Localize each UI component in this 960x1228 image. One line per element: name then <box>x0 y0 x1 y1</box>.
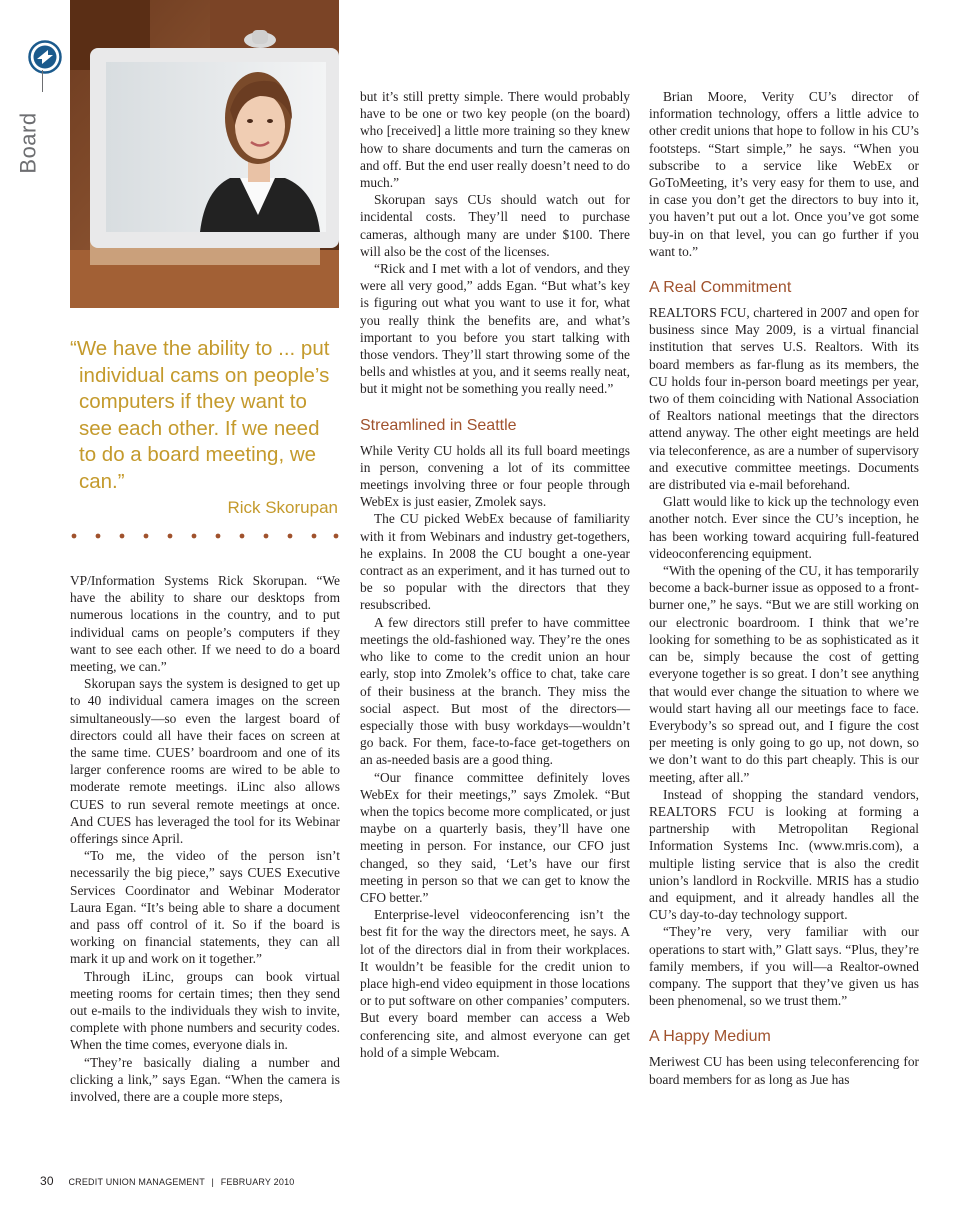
section-heading: A Real Commitment <box>649 279 792 297</box>
paragraph: Skorupan says CUs should watch out for incidental costs. They’ll need to purchase cameras, although many are under $100. There will also be the cost of the licenses. <box>360 192 630 259</box>
pullquote-attribution: Rick Skorupan <box>227 498 338 517</box>
dotted-divider <box>70 530 340 542</box>
page-number: 30 <box>40 1174 54 1188</box>
footer-separator: | <box>211 1177 214 1187</box>
paragraph: Brian Moore, Verity CU’s director of information technology, offers a little advice to other credit unions that hope to follow in his CU’s footsteps. “Start simple,” he says. “When you subscribe to a service like WebEx or GoToMeeting, it’s very easy for them to use, and in case you don’t get the directors to buy into it, you haven’t put out a lot. Once you’ve got some buy-in on that level, you can go further if you want to.” <box>649 89 919 259</box>
section-heading: Streamlined in Seattle <box>360 416 517 434</box>
paragraph: Through iLinc, groups can book virtual meeting rooms for certain times; then they send out e-mails to the individuals they wish to invite, complete with phone numbers and security codes. When the time comes, everyone dials in. <box>70 968 340 1053</box>
paragraph: Glatt would like to kick up the technology even another notch. Ever since the CU’s inception, he has been working toward acquiring full-featured videoconferencing equipment. <box>649 494 919 561</box>
page-footer <box>40 1174 295 1188</box>
section-label-text: Board <box>15 112 41 174</box>
section-label <box>15 80 64 174</box>
paragraph: “With the opening of the CU, it has temporarily become a back-burner issue as opposed to a front-burner one,” he says. “But we are still working on our electronic boardroom. I think that we’re looking for something to be as sophisticated as it can be, simply because the cost of getting everyone together is so great. I don’t see anything that would ever change the situation to where we would start having all our meetings face to face. Everybody’s so spread out, and I figure the cost per meeting is only going to go up, not down, so we don’t want to do this part cheaply. This is our meeting, after all.” <box>649 563 919 785</box>
paragraph: While Verity CU holds all its full board meetings in person, convening a lot of its committee meetings involving three or four people through WebEx is just easier, Zmolek says. <box>360 442 630 510</box>
paragraph: Enterprise-level videoconferencing isn’t the best fit for the way the directors meet, he says. A lot of the directors dial in from their workplaces. It wouldn’t be feasible for the credit union to place high-end video equipment in those locations or to put software on other companies’ computers. But every board member can access a Web conferencing site, and almost everyone can get hold of a simple Webcam. <box>360 907 630 1060</box>
paragraph: “To me, the video of the person isn’t necessarily the big piece,” says CUES Executive Services Coordinator and Webinar Moderator Laura Egan. “It’s being able to share a document and pass off control of it. So if the board is working on financial statements, they can all mark it up and work on it together.” <box>70 848 340 967</box>
paragraph: VP/Information Systems Rick Skorupan. “We have the ability to share our desktops from numerous locations in the country, and to put individual cams on people’s computers if they want to see each other. If we need to do a board meeting, we can.” <box>70 573 340 675</box>
paragraph: Meriwest CU has been using teleconferencing for board members for as long as Jue has <box>649 1054 919 1087</box>
section-heading: A Happy Medium <box>649 1028 771 1046</box>
photo-woman-on-screen <box>70 0 339 308</box>
pullquote-text: “We have the ability to ... put individual cams on people’s computers if they want to see each other. If we need to do a board meeting, we can.” <box>70 337 330 493</box>
paragraph: but it’s still pretty simple. There would probably have to be one or two key people (on the board) who [received] a little more training so they knew how to share documents and turn the cameras on and off. But the end user really doesn’t need to do much.” <box>360 89 630 191</box>
pullquote <box>70 336 340 495</box>
paragraph: Instead of shopping the standard vendors, REALTORS FCU is looking at forming a partnership with Metropolitan Regional Information Systems Inc. (www.mris.com), a multiple listing service that is also the credit union’s landlord in Rockville. MRIS has a studio and equipment, and it already handles all the CU’s day-to-day technology support. <box>649 786 919 923</box>
paragraph: “They’re basically dialing a number and clicking a link,” says Egan. “When the camera is involved, there are a couple more steps, <box>70 1054 340 1105</box>
publication-name: CREDIT UNION MANAGEMENT <box>68 1177 205 1187</box>
paragraph: A few directors still prefer to have committee meetings the old-fashioned way. They’re the ones who like to come to the credit union an hour early, stop into Zmolek’s office to chat, take care of their business at the branch. They miss the social aspect. But most of the directors—especially those with busy workdays—wouldn’t go back. For them, face-to-face get-togethers on an as-needed basis are a good thing. <box>360 614 630 768</box>
cues-logo-icon <box>28 40 62 74</box>
article-column-1 <box>70 572 340 1105</box>
paragraph: REALTORS FCU, chartered in 2007 and open for business since May 2009, is a virtual financial institution that serves U.S. Realtors. With its board members as far-flung as its members, the CU holds four in-person board meetings per year, two of them coinciding with National Association of Realtors national meetings that the directors attend anyway. The other eight meetings are held via teleconference, as are a number of supervisory and executive committee meetings. Documents are distributed via e-mail beforehand. <box>649 305 919 493</box>
article-column-2 <box>360 88 630 1061</box>
article-column-3 <box>649 88 919 1088</box>
issue-date: FEBRUARY 2010 <box>220 1177 295 1187</box>
paragraph: The CU picked WebEx because of familiarity with it from Webinars and industry get-togethers, he explains. In 2008 the CU bought a one-year contract as an experiment, and it has turned out to be so popular with the directors that they resubscribed. <box>360 511 630 613</box>
paragraph: “Rick and I met with a lot of vendors, and they were all very good,” adds Egan. “But what’s key is figuring out what you want to use it for, what you really think the benefits are, and what’s important to you before you start talking with those vendors. They’ll start throwing some of the bells and whistles at you, and it seems really neat, but it might not be something you really need.” <box>360 261 630 397</box>
paragraph: Skorupan says the system is designed to get up to 40 individual camera images on the screen simultaneously—so even the largest board of directors could all have their faces on screen at the same time. CUES’ boardroom and one of its larger conference rooms are wired to be able to moderate remote meetings. iLinc also allows CUES to run several remote meetings at once. And CUES has leveraged the tool for its Webinar offerings since April. <box>70 676 340 847</box>
paragraph: “Our finance committee definitely loves WebEx for their meetings,” says Zmolek. “But when the topics become more complicated, or just maybe on a quarterly basis, they’ll have one meeting in person. For instance, our CFO just changed, so they said, ‘Let’s have our first meeting in person so that we can get to know the CFO better.” <box>360 769 630 905</box>
paragraph: “They’re very, very familiar with our operations to start with,” Glatt says. “Plus, they’re family members, if you will—a Realtor-owned company. The support that they’ve given us has been phenomenal, so we trust them.” <box>649 924 919 1009</box>
section-divider <box>42 70 43 92</box>
